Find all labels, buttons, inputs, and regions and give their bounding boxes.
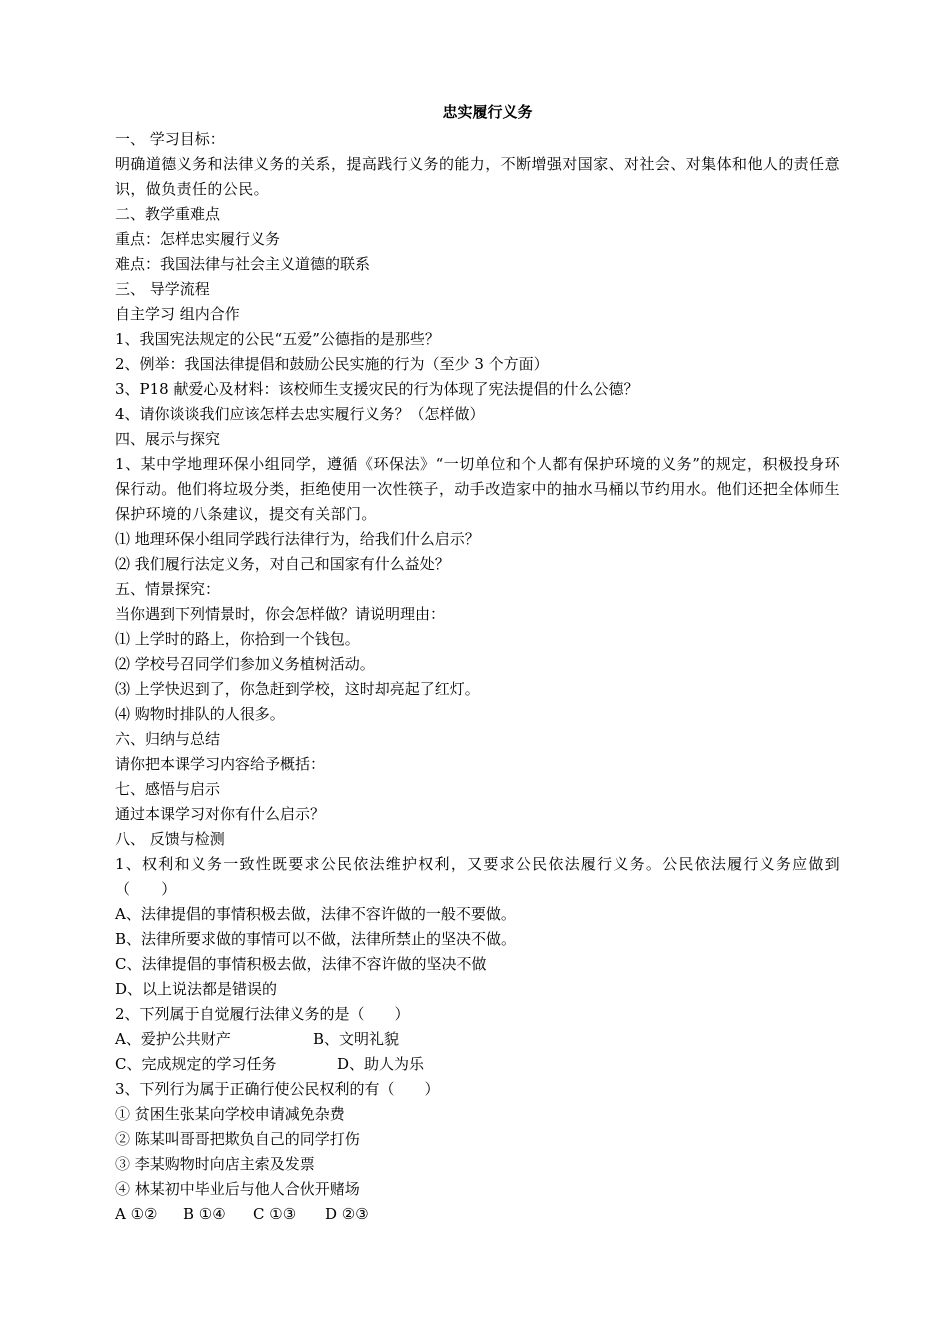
test-question-2-option-d: D、助人为乐: [337, 1055, 425, 1073]
flow-question-3: 3、P18 献爱心及材料：该校师生支援灾民的行为体现了宪法提倡的什么公德？: [115, 380, 639, 398]
section-heading-summary: 六、归纳与总结: [115, 730, 221, 748]
test-question-1-stem: 1、权利和义务一致性既要求公民依法维护权利，又要求公民依法履行义务。公民依法履行义务应做到（ ）: [115, 855, 840, 898]
test-question-2-option-a: A、爱护公共财产: [115, 1030, 231, 1048]
scenario-item-2: ⑵ 学校号召同学们参加义务植树活动。: [115, 655, 375, 673]
test-question-3-item-4: ④ 林某初中毕业后与他人合伙开赌场: [115, 1180, 360, 1198]
test-question-1-option-d: D、以上说法都是错误的: [115, 980, 278, 998]
test-question-2-option-b: B、文明礼貌: [313, 1030, 400, 1048]
test-question-3-stem: 3、下列行为属于正确行使公民权利的有（ ）: [115, 1080, 440, 1098]
test-question-1-option-c: C、法律提倡的事情积极去做，法律不容许做的坚决不做: [115, 955, 487, 973]
test-question-3-options: [115, 1202, 840, 1227]
test-question-3-option-c: C ①③: [253, 1205, 297, 1223]
section-heading-flow: 三、 导学流程: [115, 280, 210, 298]
test-question-2-options-row-1: [115, 1027, 840, 1052]
test-question-1-option-a: A、法律提倡的事情积极去做，法律不容许做的一般不要做。: [115, 905, 516, 923]
test-question-1-option-b: B、法律所要求做的事情可以不做，法律所禁止的坚决不做。: [115, 930, 517, 948]
flow-question-2: 2、例举：我国法律提倡和鼓励公民实施的行为（至少 3 个方面）: [115, 355, 549, 373]
section-heading-test: 八、 反馈与检测: [115, 830, 225, 848]
test-question-3-item-3: ③ 李某购物时向店主索及发票: [115, 1155, 315, 1173]
self-study-subheading: 自主学习 组内合作: [115, 305, 240, 323]
test-question-2-option-c: C、完成规定的学习任务: [115, 1055, 277, 1073]
test-question-3-item-2: ② 陈某叫哥哥把欺负自己的同学打伤: [115, 1130, 360, 1148]
section-heading-goals: 一、 学习目标：: [115, 130, 225, 148]
section-heading-explore: 四、展示与探究: [115, 430, 221, 448]
difficult-point: 难点：我国法律与社会主义道德的联系: [115, 255, 371, 273]
section-heading-reflection: 七、感悟与启示: [115, 780, 221, 798]
explore-material: 1、某中学地理环保小组同学，遵循《环保法》“一切单位和个人都有保护环境的义务”的规定，积极投身环保行动。他们将垃圾分类，拒绝使用一次性筷子，动手改造家中的抽水马桶以节约用水。他们还把全体师生保护环境的八条建议，提交有关部门。: [115, 455, 840, 523]
document-title: 忠实履行义务: [442, 103, 533, 121]
scenario-item-3: ⑶ 上学快迟到了，你急赶到学校，这时却亮起了红灯。: [115, 680, 480, 698]
test-question-2-stem: 2、下列属于自觉履行法律义务的是（ ）: [115, 1005, 410, 1023]
flow-question-1: 1、我国宪法规定的公民“五爱”公德指的是那些？: [115, 330, 440, 348]
summary-prompt: 请你把本课学习内容给予概括：: [115, 755, 326, 773]
test-question-3-option-d: D ②③: [325, 1205, 369, 1223]
goals-text: 明确道德义务和法律义务的关系，提高践行义务的能力，不断增强对国家、对社会、对集体和他人的责任意识，做负责任的公民。: [115, 155, 840, 198]
section-heading-scenario: 五、情景探究：: [115, 580, 221, 598]
test-question-2-options-row-2: [115, 1052, 840, 1077]
flow-question-4: 4、请你谈谈我们应该怎样去忠实履行义务？（怎样做）: [115, 405, 485, 423]
scenario-intro: 当你遇到下列情景时，你会怎样做？请说明理由：: [115, 605, 446, 623]
section-heading-key-points: 二、教学重难点: [115, 205, 221, 223]
test-question-3-option-a: A ①②: [115, 1205, 158, 1223]
key-point: 重点：怎样忠实履行义务: [115, 230, 281, 248]
test-question-3-option-b: B ①④: [183, 1205, 226, 1223]
document-page: [115, 97, 840, 1227]
scenario-item-1: ⑴ 上学时的路上，你拾到一个钱包。: [115, 630, 360, 648]
explore-question-1: ⑴ 地理环保小组同学践行法律行为，给我们什么启示？: [115, 530, 480, 548]
test-question-3-item-1: ① 贫困生张某向学校申请减免杂费: [115, 1105, 345, 1123]
scenario-item-4: ⑷ 购物时排队的人很多。: [115, 705, 285, 723]
explore-question-2: ⑵ 我们履行法定义务，对自己和国家有什么益处？: [115, 555, 450, 573]
reflection-prompt: 通过本课学习对你有什么启示？: [115, 805, 326, 823]
